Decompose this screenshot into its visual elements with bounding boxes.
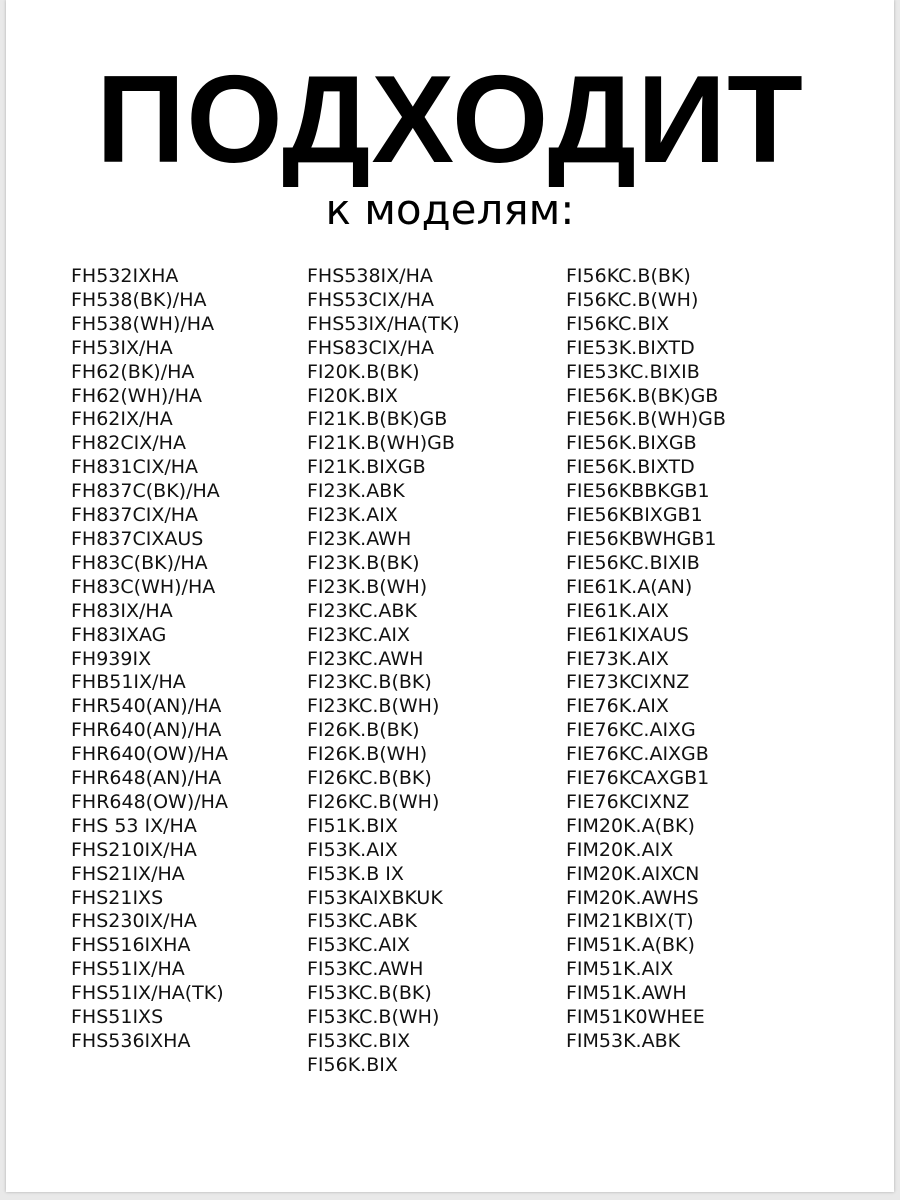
model-item: FHR648(AN)/HA <box>71 767 222 790</box>
model-item: FHS210IX/HA <box>71 838 197 861</box>
model-item: FH538(WH)/HA <box>71 312 215 335</box>
model-item: FI56K.BIX <box>307 1053 398 1076</box>
model-item: FI23K.B(WH) <box>307 575 428 598</box>
model-item: FIE56K.BIXTD <box>566 456 695 479</box>
model-item: FHS536IXHA <box>71 1030 191 1052</box>
model-item: FH62(BK)/HA <box>71 360 195 383</box>
model-item: FI23K.AWH <box>307 527 412 550</box>
model-item: FIM20K.AWHS <box>566 886 699 909</box>
model-item: FI53KC.AWH <box>307 958 424 981</box>
model-item: FI23KC.AWH <box>307 647 424 670</box>
model-item: FI26KC.B(BK) <box>307 767 432 790</box>
model-item: FIM21KBIX(T) <box>566 910 694 933</box>
model-item: FIE76K.AIX <box>566 695 669 718</box>
model-item: FI53K.B IX <box>307 862 404 885</box>
model-item: FH837CIXAUS <box>71 527 204 550</box>
model-item: FHR640(OW)/HA <box>71 743 228 766</box>
model-item: FIE56K.BIXGB <box>566 432 697 455</box>
model-item: FIM20K.AIXCN <box>566 862 700 885</box>
model-item: FI20K.BIX <box>307 384 398 407</box>
model-item: FHS51IX/HA <box>71 958 185 981</box>
model-item: FHS51IXS <box>71 1006 164 1029</box>
model-item: FHS51IX/HA(TK) <box>71 982 224 1005</box>
model-item: FH532IXHA <box>71 265 179 287</box>
model-item: FIM53K.ABK <box>566 1030 681 1052</box>
model-item: FIE61KIXAUS <box>566 623 689 646</box>
model-item: FIE61K.A(AN) <box>566 575 693 598</box>
model-item: FIM51K.AWH <box>566 982 687 1005</box>
model-column-2 <box>307 265 460 1078</box>
model-item: FI53K.AIX <box>307 838 398 861</box>
model-item: FI20K.B(BK) <box>307 360 420 383</box>
model-item: FH538(BK)/HA <box>71 288 207 311</box>
model-item: FH62(WH)/HA <box>71 384 202 407</box>
model-item: FI53KC.B(WH) <box>307 1006 440 1029</box>
model-item: FH831CIX/HA <box>71 456 199 479</box>
model-item: FI51K.BIX <box>307 814 398 837</box>
model-item: FI53KC.B(BK) <box>307 982 432 1005</box>
model-item: FI53KC.AIX <box>307 934 411 957</box>
model-item: FI53KC.ABK <box>307 910 417 933</box>
model-item: FI21K.B(BK)GB <box>307 408 448 431</box>
model-item: FIE56KBWHGB1 <box>566 527 717 550</box>
model-item: FIM51K0WHEE <box>566 1006 705 1029</box>
model-item: FIE53K.BIXTD <box>566 336 695 359</box>
model-item: FIE76KCAXGB1 <box>566 767 710 790</box>
model-item: FH83C(BK)/HA <box>71 551 208 574</box>
model-item: FIE56KC.BIXIB <box>566 551 700 574</box>
model-item: FHB51IX/HA <box>71 671 186 694</box>
model-item: FHS83CIX/HA <box>307 336 435 359</box>
model-item: FIE56K.B(WH)GB <box>566 408 726 431</box>
model-item: FI23KC.ABK <box>307 599 417 622</box>
model-item: FIM20K.AIX <box>566 838 674 861</box>
model-item: FIE76KCIXNZ <box>566 790 690 813</box>
model-item: FH837CIX/HA <box>71 504 199 527</box>
model-item: FH82CIX/HA <box>71 432 186 455</box>
model-item: FI23KC.B(WH) <box>307 695 440 718</box>
model-item: FI56KC.B(BK) <box>566 265 691 287</box>
product-card <box>6 0 894 1192</box>
page-subtitle: к моделям: <box>325 185 575 234</box>
model-item: FHS230IX/HA <box>71 910 197 933</box>
model-item: FIE76KC.AIXG <box>566 719 696 742</box>
model-item: FIM51K.AIX <box>566 958 674 981</box>
model-item: FI23KC.AIX <box>307 623 411 646</box>
model-item: FI23K.AIX <box>307 504 398 527</box>
model-item: FIM51K.A(BK) <box>566 934 695 957</box>
model-item: FH62IX/HA <box>71 408 173 431</box>
model-item: FH53IX/HA <box>71 336 173 359</box>
model-item: FI23KC.B(BK) <box>307 671 432 694</box>
model-item: FHS 53 IX/HA <box>71 814 197 837</box>
model-item: FHS21IX/HA <box>71 862 185 885</box>
model-item: FHR540(AN)/HA <box>71 695 222 718</box>
model-item: FHS538IX/HA <box>307 265 433 287</box>
model-item: FHR640(AN)/HA <box>71 719 222 742</box>
page-title: ПОДХОДИТ <box>96 51 804 189</box>
model-item: FH83C(WH)/HA <box>71 575 216 598</box>
model-item: FI26KC.B(WH) <box>307 790 440 813</box>
model-item: FHS53IX/HA(TK) <box>307 312 460 335</box>
model-item: FH83IX/HA <box>71 599 173 622</box>
model-item: FHS53CIX/HA <box>307 288 435 311</box>
model-item: FIE56K.B(BK)GB <box>566 384 719 407</box>
model-item: FI53KAIXBKUK <box>307 886 443 909</box>
model-item: FIE76KC.AIXGB <box>566 743 709 766</box>
model-item: FIE73K.AIX <box>566 647 669 670</box>
model-item: FIE56KBBKGB1 <box>566 480 710 503</box>
model-item: FI23K.B(BK) <box>307 551 420 574</box>
model-item: FI53KC.BIX <box>307 1030 411 1052</box>
model-item: FI56KC.B(WH) <box>566 288 699 311</box>
model-column-1 <box>71 265 228 1054</box>
model-item: FI56KC.BIX <box>566 312 670 335</box>
model-item: FHR648(OW)/HA <box>71 790 228 813</box>
model-item: FH83IXAG <box>71 623 167 646</box>
model-item: FI26K.B(WH) <box>307 743 428 766</box>
model-item: FI26K.B(BK) <box>307 719 420 742</box>
model-item: FIE56KBIXGB1 <box>566 504 703 527</box>
model-item: FIM20K.A(BK) <box>566 814 695 837</box>
model-item: FHS516IXHA <box>71 934 191 957</box>
model-item: FI21K.B(WH)GB <box>307 432 455 455</box>
model-item: FIE53KC.BIXIB <box>566 360 700 383</box>
model-column-3 <box>566 265 726 1054</box>
model-item: FIE61K.AIX <box>566 599 669 622</box>
model-item: FHS21IXS <box>71 886 164 909</box>
model-item: FI23K.ABK <box>307 480 405 503</box>
model-item: FI21K.BIXGB <box>307 456 426 479</box>
model-item: FIE73KCIXNZ <box>566 671 690 694</box>
model-item: FH939IX <box>71 647 152 670</box>
model-item: FH837C(BK)/HA <box>71 480 220 503</box>
